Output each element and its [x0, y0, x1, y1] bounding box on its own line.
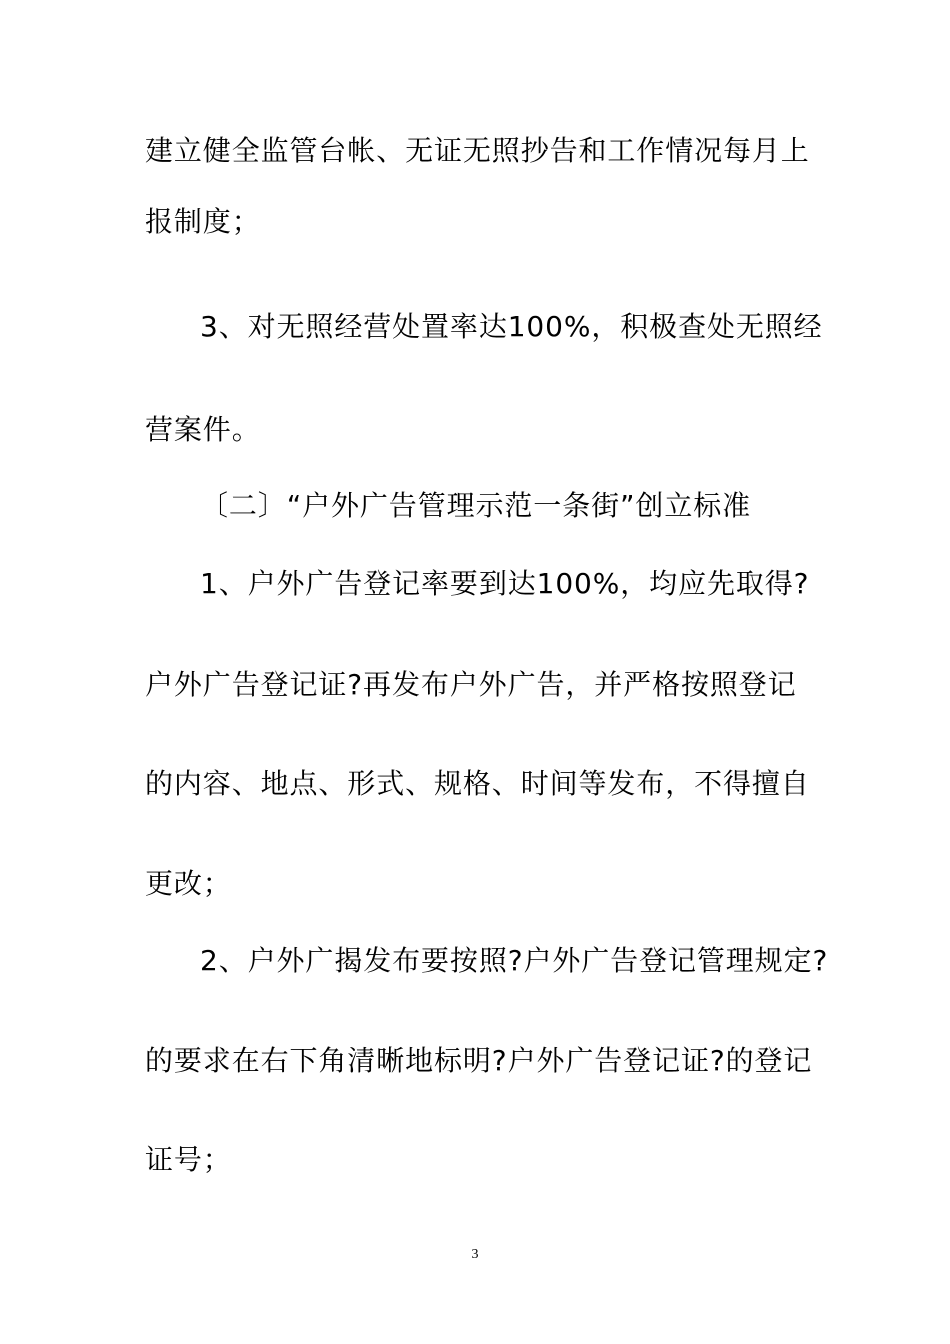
paragraph-line: 的内容、地点、形式、规格、时间等发布，不得擅自: [145, 767, 810, 800]
paragraph-line: 证号；: [145, 1143, 232, 1176]
paragraph-line: 户外广告登记证?再发布户外广告，并严格按照登记: [145, 668, 797, 701]
paragraph-line: 的要求在右下角清晰地标明?户外广告登记证?的登记: [145, 1044, 813, 1077]
paragraph-line: 报制度；: [145, 205, 261, 238]
section-heading: 〔二〕“户外广告管理示范一条街”创立标准: [200, 489, 752, 522]
paragraph-line: 建立健全监管台帐、无证无照抄告和工作情况每月上: [145, 134, 810, 167]
paragraph-line: 2、户外广揭发布要按照?户外广告登记管理规定?: [200, 944, 829, 977]
paragraph-line: 更改；: [145, 867, 232, 900]
paragraph-line: 3、对无照经营处置率达100%，积极查处无照经: [200, 310, 823, 343]
paragraph-line: 营案件。: [145, 413, 261, 446]
page-number: 3: [471, 1247, 479, 1262]
paragraph-line: 1、户外广告登记率要到达100%，均应先取得?: [200, 567, 810, 600]
